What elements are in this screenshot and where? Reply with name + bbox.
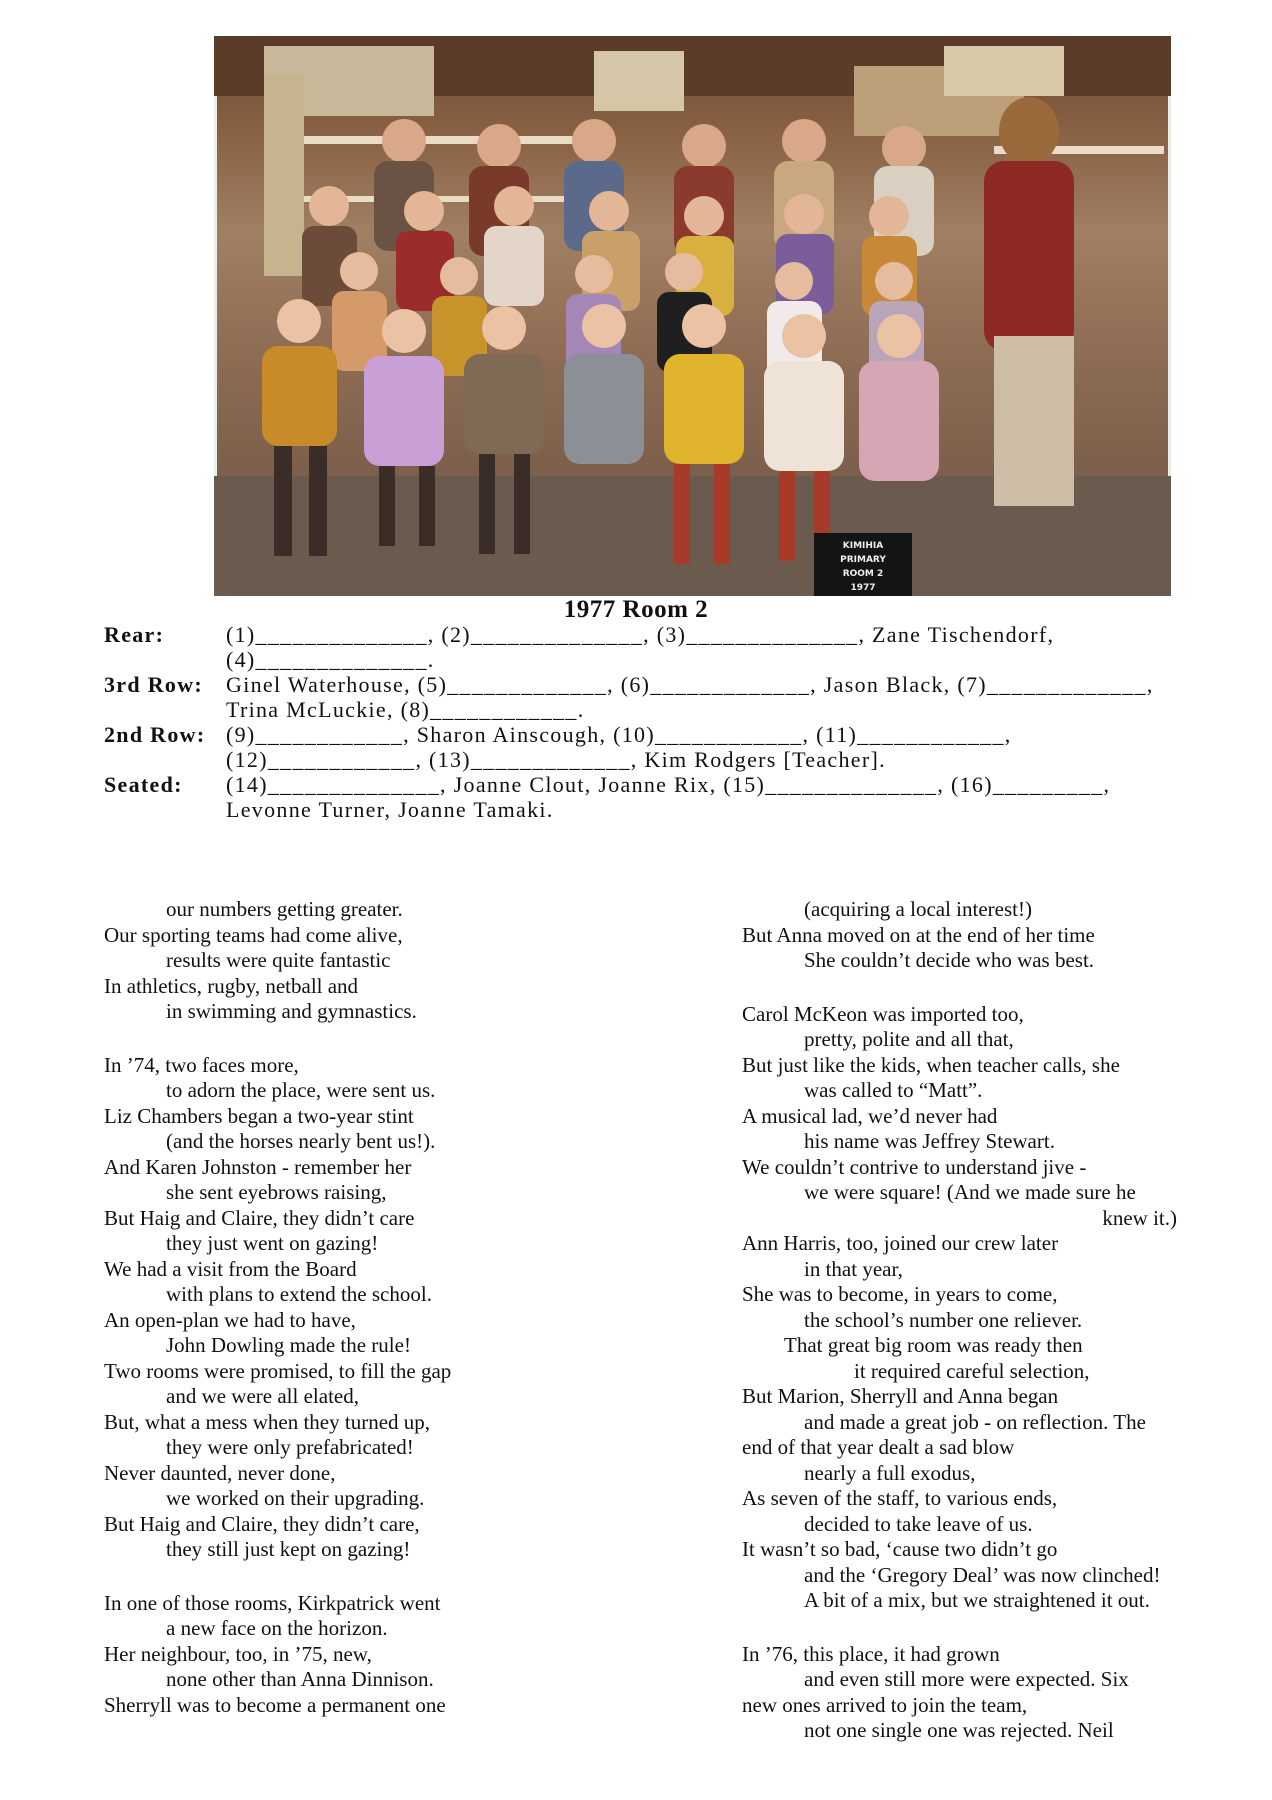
poem-line: But just like the kids, when teacher calls, she — [742, 1052, 1120, 1077]
class-photo-illustration — [214, 36, 1171, 596]
poem-column-left — [104, 897, 624, 1718]
poem-line: in swimming and gymnastics. — [166, 999, 417, 1023]
row-names: (4)______________. — [226, 647, 435, 672]
poem-line: Liz Chambers began a two-year stint — [104, 1103, 414, 1128]
poem-line: But Haig and Claire, they didn’t care — [104, 1205, 415, 1230]
row-names: Ginel Waterhouse, (5)_____________, (6)_____________, Jason Black, (7)_____________, — [226, 672, 1154, 697]
poem-line: Never daunted, never done, — [104, 1460, 336, 1485]
poem-line: She was to become, in years to come, — [742, 1282, 1058, 1306]
row-label: Rear: — [104, 622, 165, 647]
poem-line: knew it.) — [1102, 1205, 1177, 1230]
poem-line: to adorn the place, were sent us. — [166, 1078, 436, 1102]
poem-line: our numbers getting greater. — [166, 897, 403, 921]
poem-line: Carol McKeon was imported too, — [742, 1001, 1024, 1026]
poem-line: not one single one was rejected. Neil — [804, 1718, 1114, 1742]
class-sign — [814, 533, 912, 596]
poem-line: we worked on their upgrading. — [166, 1486, 425, 1510]
poem-line: But Anna moved on at the end of her time — [742, 922, 1095, 947]
row-label: Seated: — [104, 772, 183, 797]
stanza-break — [742, 1614, 1262, 1642]
poem-line: We couldn’t contrive to understand jive - — [742, 1154, 1087, 1179]
poem-line: decided to take leave of us. — [804, 1511, 1033, 1536]
poem-line: we were square! (And we made sure he — [804, 1180, 1136, 1204]
poem-line: results were quite fantastic — [166, 948, 391, 972]
poem-line: pretty, polite and all that, — [804, 1027, 1014, 1051]
poem-line: was called to “Matt”. — [804, 1078, 983, 1102]
stanza-break — [104, 1025, 624, 1053]
sign-line: KIMIHIA — [842, 541, 884, 551]
poem-line: Two rooms were promised, to fill the gap — [104, 1358, 452, 1383]
poem-line: But Haig and Claire, they didn’t care, — [104, 1511, 420, 1536]
poem-line: Ann Harris, too, joined our crew later — [742, 1231, 1059, 1255]
poem-line: John Dowling made the rule! — [166, 1333, 411, 1357]
poem-line: And Karen Johnston - remember her — [104, 1154, 412, 1179]
poem-line: Sherryll was to become a permanent one — [104, 1692, 446, 1717]
poem-line: a new face on the horizon. — [166, 1616, 388, 1640]
poem-line: In athletics, rugby, netball and — [104, 973, 359, 998]
poem-line: they just went on gazing! — [166, 1231, 379, 1255]
poem-line: she sent eyebrows raising, — [166, 1180, 387, 1204]
photo-title: 1977 Room 2 — [563, 596, 709, 623]
row-names: Trina McLuckie, (8)____________. — [226, 697, 585, 722]
row-names: Levonne Turner, Joanne Tamaki. — [226, 797, 554, 822]
poem-line: As seven of the staff, to various ends, — [742, 1486, 1058, 1510]
poem-line: with plans to extend the school. — [166, 1282, 432, 1306]
poem-line: and the ‘Gregory Deal’ was now clinched! — [804, 1562, 1161, 1587]
row-names: (9)____________, Sharon Ainscough, (10)____________, (11)____________, — [226, 722, 1012, 747]
poem-line: We had a visit from the Board — [104, 1256, 357, 1281]
poem-line: Our sporting teams had come alive, — [104, 922, 403, 947]
poem-line: In ’74, two faces more, — [104, 1052, 299, 1077]
poem-line: in that year, — [804, 1256, 903, 1281]
poem-line: A bit of a mix, but we straightened it out. — [804, 1588, 1150, 1612]
class-photo — [214, 36, 1171, 596]
poem-line: In ’76, this place, it had grown — [742, 1641, 1000, 1666]
poem-line: and made a great job - on reflection. The — [804, 1409, 1146, 1434]
poem-line: Her neighbour, too, in ’75, new, — [104, 1641, 372, 1666]
row-label: 3rd Row: — [104, 672, 204, 697]
poem-line: they still just kept on gazing! — [166, 1537, 411, 1561]
poem-line: In one of those rooms, Kirkpatrick went — [104, 1590, 441, 1615]
stanza-break — [104, 1563, 624, 1591]
poem-line: none other than Anna Dinnison. — [166, 1667, 434, 1691]
sign-line: ROOM 2 — [842, 569, 884, 579]
poem-line: and even still more were expected. Six — [804, 1667, 1129, 1691]
row-names: (1)______________, (2)______________, (3)______________, Zane Tischendorf, — [226, 622, 1055, 647]
poem-line: nearly a full exodus, — [804, 1460, 976, 1485]
sign-line: PRIMARY — [840, 555, 886, 565]
sign-line: 1977 — [850, 583, 876, 593]
stanza-break — [742, 974, 1262, 1002]
poem-line: (acquiring a local interest!) — [804, 897, 1032, 921]
poem-line: But Marion, Sherryll and Anna began — [742, 1384, 1059, 1408]
poem-line: It wasn’t so bad, ‘cause two didn’t go — [742, 1537, 1058, 1561]
poem-line: But, what a mess when they turned up, — [104, 1409, 431, 1434]
poem-column-right — [742, 897, 1262, 1744]
poem-line: his name was Jeffrey Stewart. — [804, 1129, 1055, 1153]
poem-line: That great big room was ready then — [784, 1333, 1083, 1357]
poem-line: end of that year dealt a sad blow — [742, 1435, 1015, 1459]
poem-line: and we were all elated, — [166, 1384, 359, 1408]
poem-line: it required careful selection, — [854, 1358, 1090, 1383]
row-names: (14)______________, Joanne Clout, Joanne Rix, (15)______________, (16)_________, — [226, 772, 1111, 797]
poem-line: A musical lad, we’d never had — [742, 1103, 998, 1128]
poem-line: new ones arrived to join the team, — [742, 1692, 1028, 1717]
poem-line: An open-plan we had to have, — [104, 1307, 356, 1332]
poem-line: the school’s number one reliever. — [804, 1307, 1083, 1332]
poem-line: they were only prefabricated! — [166, 1435, 414, 1459]
poem-line: (and the horses nearly bent us!). — [166, 1129, 436, 1153]
row-names: (12)____________, (13)_____________, Kim Rodgers [Teacher]. — [226, 747, 886, 772]
row-label: 2nd Row: — [104, 722, 206, 747]
poem-line: She couldn’t decide who was best. — [804, 948, 1095, 972]
